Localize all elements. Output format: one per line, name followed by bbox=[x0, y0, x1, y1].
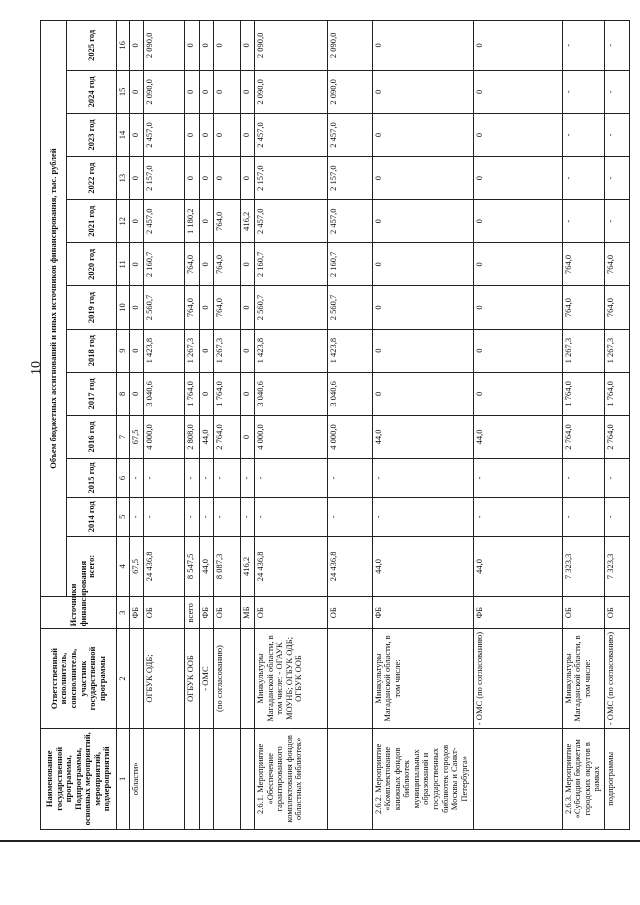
cell-value: 0 bbox=[185, 113, 199, 156]
column-number: 13 bbox=[117, 157, 130, 200]
cell-value: 4 000,0 bbox=[143, 415, 184, 458]
cell-value: 44,0 bbox=[474, 536, 563, 596]
cell-value: 2 157,0 bbox=[327, 157, 372, 200]
cell-value: 0 bbox=[129, 70, 143, 113]
cell-value: 2 160,7 bbox=[143, 243, 184, 286]
page-divider-line bbox=[0, 840, 640, 842]
cell-value: 0 bbox=[214, 157, 241, 200]
cell-value: 1 267,3 bbox=[185, 329, 199, 372]
header-year: 2017 год bbox=[67, 372, 117, 415]
column-number: 15 bbox=[117, 70, 130, 113]
column-number: 11 bbox=[117, 243, 130, 286]
cell-value: 1 423,8 bbox=[143, 329, 184, 372]
cell-value: 0 bbox=[372, 372, 473, 415]
cell-value: 3 040,6 bbox=[327, 372, 372, 415]
cell-value: 764,0 bbox=[214, 243, 241, 286]
cell-value: 2 457,0 bbox=[327, 200, 372, 243]
cell-value: 7 323,3 bbox=[605, 536, 630, 596]
cell-value: 0 bbox=[199, 286, 213, 329]
cell-value: 0 bbox=[372, 113, 473, 156]
cell-value: - bbox=[255, 459, 327, 498]
table-body bbox=[129, 21, 629, 830]
header-volume: Объем бюджетных ассигнований и иных источников финансирования, тыс. рублей bbox=[41, 21, 67, 597]
cell-value: 764,0 bbox=[605, 286, 630, 329]
cell-responsible bbox=[240, 629, 254, 728]
cell-value: - bbox=[562, 459, 604, 498]
cell-name: 2.6.3. Мероприятие «Субсидии бюджетам городских округов в рамках bbox=[562, 728, 604, 829]
cell-value: 0 bbox=[474, 200, 563, 243]
cell-value: 2 090,0 bbox=[327, 21, 372, 71]
cell-value: 1 267,3 bbox=[214, 329, 241, 372]
cell-value: 0 bbox=[129, 21, 143, 71]
cell-value: 0 bbox=[129, 286, 143, 329]
cell-name bbox=[214, 728, 241, 829]
cell-value: 0 bbox=[474, 21, 563, 71]
cell-value: 764,0 bbox=[214, 286, 241, 329]
cell-value: 2 808,0 bbox=[185, 415, 199, 458]
cell-value: 2 560,7 bbox=[143, 286, 184, 329]
cell-value: 4 000,0 bbox=[255, 415, 327, 458]
cell-value: 0 bbox=[199, 329, 213, 372]
cell-value: 0 bbox=[474, 372, 563, 415]
cell-value: - bbox=[214, 497, 241, 536]
cell-value: - bbox=[605, 497, 630, 536]
header-total: всего: bbox=[67, 536, 117, 596]
cell-responsible bbox=[327, 629, 372, 728]
cell-responsible bbox=[129, 629, 143, 728]
cell-value: - bbox=[605, 157, 630, 200]
column-number: 16 bbox=[117, 21, 130, 71]
cell-value: - bbox=[327, 459, 372, 498]
cell-source: ОБ bbox=[327, 597, 372, 629]
cell-value: 2 457,0 bbox=[143, 200, 184, 243]
cell-value: - bbox=[562, 21, 604, 71]
cell-value: 0 bbox=[129, 200, 143, 243]
cell-value: 0 bbox=[474, 113, 563, 156]
cell-value: 44,0 bbox=[199, 536, 213, 596]
cell-value: 2 764,0 bbox=[562, 415, 604, 458]
cell-value: 0 bbox=[199, 372, 213, 415]
cell-source: ОБ bbox=[255, 597, 327, 629]
cell-value: 0 bbox=[372, 157, 473, 200]
cell-value: 2 160,7 bbox=[327, 243, 372, 286]
cell-value: 2 090,0 bbox=[255, 21, 327, 71]
financing-table bbox=[40, 20, 630, 830]
cell-value: 44,0 bbox=[372, 415, 473, 458]
cell-value: 3 040,6 bbox=[143, 372, 184, 415]
cell-value: 0 bbox=[240, 70, 254, 113]
column-number: 9 bbox=[117, 329, 130, 372]
cell-value: - bbox=[240, 497, 254, 536]
cell-value: 1 764,0 bbox=[562, 372, 604, 415]
cell-value: 0 bbox=[474, 70, 563, 113]
header-year: 2018 год bbox=[67, 329, 117, 372]
cell-value: 1 764,0 bbox=[214, 372, 241, 415]
cell-value: 44,0 bbox=[474, 415, 563, 458]
column-number: 12 bbox=[117, 200, 130, 243]
cell-source: ОБ bbox=[214, 597, 241, 629]
cell-value: 2 090,0 bbox=[143, 70, 184, 113]
cell-value: 0 bbox=[372, 70, 473, 113]
table-row bbox=[327, 21, 372, 830]
cell-value: 2 457,0 bbox=[255, 200, 327, 243]
cell-value: - bbox=[605, 21, 630, 71]
column-number: 4 bbox=[117, 536, 130, 596]
cell-value: - bbox=[199, 497, 213, 536]
cell-value: - bbox=[605, 459, 630, 498]
table-row bbox=[255, 21, 327, 830]
cell-value: 0 bbox=[372, 200, 473, 243]
cell-name: 2.6.2. Мероприятие «Комплектование книжных фондов библиотек муниципальных образований и государственных библиотек городов Москвы и Санкт-Петербурга» bbox=[372, 728, 473, 829]
cell-source: всего bbox=[185, 597, 199, 629]
cell-value: 3 040,6 bbox=[255, 372, 327, 415]
table-row bbox=[129, 21, 143, 830]
cell-source: ФБ bbox=[129, 597, 143, 629]
table-row bbox=[372, 21, 473, 830]
rotated-table-wrapper bbox=[40, 20, 630, 830]
cell-source: ФБ bbox=[372, 597, 473, 629]
cell-value: 0 bbox=[214, 113, 241, 156]
header-year: 2014 год bbox=[67, 497, 117, 536]
cell-value: 1 764,0 bbox=[605, 372, 630, 415]
cell-value: 0 bbox=[240, 329, 254, 372]
table-row bbox=[143, 21, 184, 830]
column-number: 5 bbox=[117, 497, 130, 536]
cell-value: 416,2 bbox=[240, 200, 254, 243]
cell-value: 0 bbox=[240, 415, 254, 458]
cell-value: 764,0 bbox=[214, 200, 241, 243]
cell-value: 0 bbox=[185, 21, 199, 71]
cell-value: 0 bbox=[199, 157, 213, 200]
cell-name bbox=[143, 728, 184, 829]
cell-value: 0 bbox=[199, 200, 213, 243]
cell-value: 24 436,8 bbox=[143, 536, 184, 596]
cell-value: 2 157,0 bbox=[255, 157, 327, 200]
cell-value: - bbox=[605, 70, 630, 113]
header-name: Наименование государственной программы, Подпрограммы, основных мероприятий, мероприятий, подмероприятий bbox=[41, 728, 117, 829]
cell-name: области» bbox=[129, 728, 143, 829]
cell-value: 0 bbox=[240, 372, 254, 415]
cell-value: 764,0 bbox=[185, 243, 199, 286]
cell-source: МБ bbox=[240, 597, 254, 629]
page-number: 10 bbox=[29, 361, 44, 375]
column-number: 10 bbox=[117, 286, 130, 329]
cell-responsible: ОГБУК ОДБ; bbox=[143, 629, 184, 728]
header-year: 2020 год bbox=[67, 243, 117, 286]
cell-value: 1 423,8 bbox=[255, 329, 327, 372]
cell-value: 764,0 bbox=[185, 286, 199, 329]
cell-source: ОБ bbox=[562, 597, 604, 629]
cell-name bbox=[199, 728, 213, 829]
cell-value: 0 bbox=[199, 243, 213, 286]
cell-value: 44,0 bbox=[199, 415, 213, 458]
table-row bbox=[474, 21, 563, 830]
cell-value: 0 bbox=[129, 329, 143, 372]
cell-value: 0 bbox=[372, 329, 473, 372]
cell-value: - bbox=[185, 459, 199, 498]
cell-value: 8 547,5 bbox=[185, 536, 199, 596]
header-year: 2019 год bbox=[67, 286, 117, 329]
cell-value: 0 bbox=[185, 157, 199, 200]
cell-name: подпрограммы bbox=[605, 728, 630, 829]
header-year: 2023 год bbox=[67, 113, 117, 156]
cell-value: 0 bbox=[129, 157, 143, 200]
cell-value: 0 bbox=[240, 157, 254, 200]
cell-value: 0 bbox=[240, 21, 254, 71]
cell-value: 0 bbox=[474, 286, 563, 329]
cell-value: 2 090,0 bbox=[327, 70, 372, 113]
cell-value: 8 087,3 bbox=[214, 536, 241, 596]
cell-value: 2 090,0 bbox=[255, 70, 327, 113]
cell-value: - bbox=[372, 459, 473, 498]
cell-name bbox=[327, 728, 372, 829]
cell-value: - bbox=[562, 113, 604, 156]
cell-source: ФБ bbox=[199, 597, 213, 629]
cell-value: 67,5 bbox=[129, 536, 143, 596]
cell-value: - bbox=[605, 200, 630, 243]
cell-value: 0 bbox=[199, 113, 213, 156]
cell-value: - bbox=[474, 459, 563, 498]
cell-value: 0 bbox=[129, 113, 143, 156]
cell-value: 416,2 bbox=[240, 536, 254, 596]
table-row bbox=[185, 21, 199, 830]
cell-value: 1 423,8 bbox=[327, 329, 372, 372]
cell-responsible: Минкультуры Магаданской области, в том числе: bbox=[562, 629, 604, 728]
cell-value: - bbox=[562, 70, 604, 113]
table-row bbox=[605, 21, 630, 830]
cell-value: 2 457,0 bbox=[327, 113, 372, 156]
cell-value: 0 bbox=[199, 70, 213, 113]
cell-name bbox=[240, 728, 254, 829]
header-year: 2025 год bbox=[67, 21, 117, 71]
header-source: Источники финансирования bbox=[41, 597, 117, 629]
cell-name bbox=[474, 728, 563, 829]
cell-value: 7 323,3 bbox=[562, 536, 604, 596]
header-year: 2022 год bbox=[67, 157, 117, 200]
header-year: 2021 год bbox=[67, 200, 117, 243]
cell-value: 0 bbox=[185, 70, 199, 113]
table-row bbox=[214, 21, 241, 830]
cell-value: - bbox=[143, 459, 184, 498]
cell-value: 44,0 bbox=[372, 536, 473, 596]
cell-value: 2 560,7 bbox=[327, 286, 372, 329]
cell-value: 4 000,0 bbox=[327, 415, 372, 458]
cell-value: 2 157,0 bbox=[143, 157, 184, 200]
cell-value: 0 bbox=[240, 113, 254, 156]
cell-value: - bbox=[327, 497, 372, 536]
column-number: 3 bbox=[117, 597, 130, 629]
column-number: 6 bbox=[117, 459, 130, 498]
table-row bbox=[562, 21, 604, 830]
cell-value: 1 267,3 bbox=[562, 329, 604, 372]
cell-value: - bbox=[255, 497, 327, 536]
cell-value: 0 bbox=[129, 372, 143, 415]
cell-value: - bbox=[372, 497, 473, 536]
cell-value: 0 bbox=[240, 243, 254, 286]
cell-value: 1 764,0 bbox=[185, 372, 199, 415]
cell-responsible: Минкультуры Магаданской области, в том числе: - ОГАУК МОУНБ; ОГБУК ОДБ; ОГБУК ООБ bbox=[255, 629, 327, 728]
cell-value: 0 bbox=[214, 21, 241, 71]
cell-name: 2.6.1. Мероприятие «Обеспечение гарантированного комплектования фондов областных библиотек» bbox=[255, 728, 327, 829]
cell-value: 24 436,8 bbox=[255, 536, 327, 596]
cell-value: 0 bbox=[474, 243, 563, 286]
cell-value: - bbox=[214, 459, 241, 498]
cell-value: 2 457,0 bbox=[255, 113, 327, 156]
header-year: 2015 год bbox=[67, 459, 117, 498]
cell-value: 0 bbox=[240, 286, 254, 329]
column-number: 14 bbox=[117, 113, 130, 156]
cell-value: - bbox=[199, 459, 213, 498]
cell-value: - bbox=[143, 497, 184, 536]
cell-value: - bbox=[129, 497, 143, 536]
cell-responsible: ОГБУК ООБ bbox=[185, 629, 199, 728]
cell-value: - bbox=[562, 200, 604, 243]
cell-value: - bbox=[562, 157, 604, 200]
cell-value: 0 bbox=[214, 70, 241, 113]
cell-value: - bbox=[605, 113, 630, 156]
column-number: 7 bbox=[117, 415, 130, 458]
cell-name bbox=[185, 728, 199, 829]
cell-responsible: - ОМС (по согласованию) bbox=[474, 629, 563, 728]
cell-value: - bbox=[185, 497, 199, 536]
cell-value: 0 bbox=[372, 243, 473, 286]
cell-value: 764,0 bbox=[562, 243, 604, 286]
cell-value: 0 bbox=[372, 286, 473, 329]
cell-value: 0 bbox=[199, 21, 213, 71]
cell-value: - bbox=[240, 459, 254, 498]
cell-value: 24 436,8 bbox=[327, 536, 372, 596]
header-year: 2016 год bbox=[67, 415, 117, 458]
cell-value: 1 180,2 bbox=[185, 200, 199, 243]
cell-value: 2 764,0 bbox=[214, 415, 241, 458]
cell-value: - bbox=[474, 497, 563, 536]
column-number: 1 bbox=[117, 728, 130, 829]
cell-value: 1 267,3 bbox=[605, 329, 630, 372]
cell-value: 2 560,7 bbox=[255, 286, 327, 329]
cell-value: 764,0 bbox=[605, 243, 630, 286]
cell-source: ОБ bbox=[605, 597, 630, 629]
cell-value: 2 160,7 bbox=[255, 243, 327, 286]
header-responsible: Ответственный исполнитель, соисполнитель, участник государственной программы bbox=[41, 629, 117, 728]
table-row bbox=[240, 21, 254, 830]
cell-value: 0 bbox=[474, 157, 563, 200]
cell-value: - bbox=[129, 459, 143, 498]
column-number: 2 bbox=[117, 629, 130, 728]
cell-responsible: Минкультуры Магаданской области, в том числе: bbox=[372, 629, 473, 728]
header-year: 2024 год bbox=[67, 70, 117, 113]
cell-value: - bbox=[562, 497, 604, 536]
cell-value: 0 bbox=[129, 243, 143, 286]
cell-responsible: - ОМС (по согласованию) bbox=[605, 629, 630, 728]
cell-value: 764,0 bbox=[562, 286, 604, 329]
cell-responsible: - ОМС bbox=[199, 629, 213, 728]
table-row bbox=[199, 21, 213, 830]
cell-value: 0 bbox=[372, 21, 473, 71]
cell-source: ФБ bbox=[474, 597, 563, 629]
cell-responsible: (по согласованию) bbox=[214, 629, 241, 728]
cell-value: 67,5 bbox=[129, 415, 143, 458]
cell-source: ОБ bbox=[143, 597, 184, 629]
cell-value: 2 090,0 bbox=[143, 21, 184, 71]
cell-value: 0 bbox=[474, 329, 563, 372]
column-number: 8 bbox=[117, 372, 130, 415]
cell-value: 2 764,0 bbox=[605, 415, 630, 458]
cell-value: 2 457,0 bbox=[143, 113, 184, 156]
